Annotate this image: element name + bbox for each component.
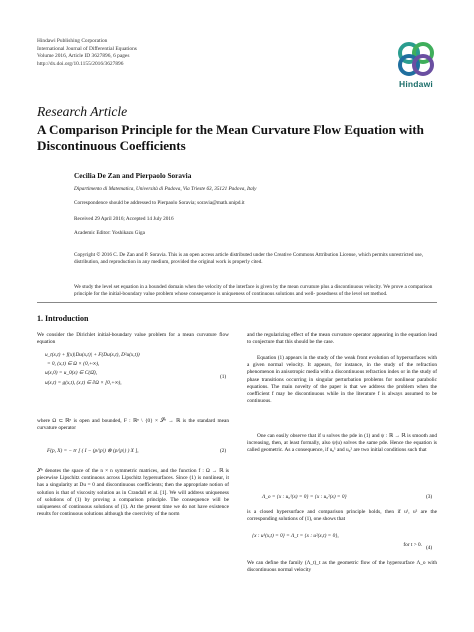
- dates: Received 29 April 2016; Accepted 14 July 2016: [74, 216, 174, 222]
- equation-1: [45, 352, 215, 387]
- copyright-notice: Copyright © 2016 C. De Zan and P. Soravia. This is an open access article distributed under the Creative Commons Attribution License, which permits unrestricted use, distribution, and reproduction in any medium, provided the original work is properly cited.: [74, 252, 424, 266]
- eq4-number: (4): [426, 545, 433, 551]
- eq1-line-1: u_t(x,t) + f(x)|Du(x,t)| + F(Du(x,t), D²u(x,t)): [45, 352, 140, 358]
- header-publisher: Hindawi Publishing Corporation: [37, 38, 108, 44]
- eq2-number: (2): [220, 448, 227, 454]
- abstract: We study the level set equation in a bounded domain when the velocity of the interface is given by the mean curvature plus a discontinuous velocity. We prove a comparison principle for the initial-boundary value problem whose consequence is uniqueness of continuous solutions and well- posedness of the level set method.: [74, 284, 433, 298]
- correspondence: Correspondence should be addressed to Pierpaolo Soravia; soravia@math.unipd.it: [74, 200, 245, 206]
- divider: [37, 302, 437, 303]
- article-type: Research Article: [37, 104, 128, 119]
- right-para-2: Equation (1) appears in the study of the weak front evolution of hypersurfaces with a given normal velocity. It appears, for instance, in the study of the refraction phenomenon in anisotropic media with a discontinuous refraction index or in the study of phase transitions occurring in singular perturbation problems for nonlinear parabolic equations. The main novelty of the paper is that we address the problem when the coefficient f may be discontinuous while in the literature f is always assumed to be continuous.: [247, 355, 437, 405]
- header-volume: Volume 2016, Article ID 3627896, 6 pages: [37, 53, 130, 60]
- eq4-line-2: for t > 0.: [403, 542, 422, 549]
- eq1-line-4: u(x,t) = g(x,t), (x,t) ∈ ∂Ω × [0,+∞),: [45, 379, 122, 386]
- paper-title: A Comparison Principle for the Mean Curvature Flow Equation with Discontinuous Coefficients: [37, 122, 424, 153]
- right-para-3: One can easily observe that if u solves the pde in (1) and ψ : ℝ → ℝ is smooth and increasing, then, at least formally, also ψ(u) solves the same pde. Hence the equation is called geometric. As a consequence, if u₀¹ and u₀² are two initial conditions such that: [247, 433, 437, 454]
- hindawi-logo-icon: [392, 36, 440, 84]
- affiliation: Dipartimento di Matematica, Università di Padova, Via Trieste 63, 35121 Padova, Italy: [74, 186, 257, 192]
- header-journal: International Journal of Differential Equations: [37, 45, 137, 52]
- journal-header: [37, 38, 137, 68]
- equation-3: Λ_o = {x : u₀¹(x) = 0} = {x : u₀²(x) = 0}: [262, 494, 347, 500]
- equation-2: F(p, X) = − tr [ ( I − (p/|p|) ⊗ (p/|p|) ) X ],: [47, 448, 139, 454]
- academic-editor: Academic Editor: Yoshikazu Giga: [74, 230, 145, 236]
- logo-text: Hindawi: [399, 79, 433, 89]
- header-doi[interactable]: http://dx.doi.org/10.1155/2016/3627896: [37, 60, 124, 67]
- section-title: 1. Introduction: [37, 314, 89, 323]
- eq3-number: (3): [426, 494, 433, 500]
- eq4-line-1: {x : u¹(x,t) = 0} = Λ_t = {x : u²(x,t) = 0},: [252, 533, 339, 539]
- left-para-3: 𝒮ⁿ denotes the space of the n × n symmetric matrices, and the function f : Ω → ℝ is piecewise Lipschitz continuous across Lipschitz hypersurfaces. Since (1) is nonlinear, it has a singularity at Du = 0 and discontinuous coefficients; then the appropriate notion of solution is that of viscosity solution as in Crandall et al. [1]. We will address uniqueness of solutions of (1) by proving a comparison principle. The consequence will be uniqueness of continuous solutions of (1). At the present time we do not have existence results for continuous solutions although the coercivity of the norm: [37, 468, 229, 518]
- right-para-4: is a closed hypersurface and comparison principle holds, then if u¹, u² are the corresponding solutions of (1), one shows that: [247, 509, 437, 523]
- right-para-5: We can define the family (Λ_t)_t as the geometric flow of the hypersurface Λ_o with discontinuous normal velocity: [247, 560, 437, 574]
- right-para-1: and the regularizing effect of the mean curvature operator appearing in the equation lead to conjecture that this should be the case.: [247, 332, 437, 346]
- equation-4: [252, 533, 422, 549]
- eq1-line-3: u(x,0) = u_0(x) ∈ C(Ω̄),: [45, 370, 98, 377]
- eq1-line-2: = 0, (x,t) ∈ Ω × (0,+∞),: [47, 361, 100, 368]
- left-para-1: We consider the Dirichlet initial-boundary value problem for a mean curvature flow equation: [37, 332, 229, 346]
- left-para-2: where Ω ⊂ ℝⁿ is open and bounded, F : ℝⁿ \ {0} × 𝒮ⁿ → ℝ is the standard mean curvature operator: [37, 418, 229, 432]
- authors: Cecilia De Zan and Pierpaolo Soravia: [74, 171, 192, 180]
- eq1-number: (1): [220, 374, 227, 380]
